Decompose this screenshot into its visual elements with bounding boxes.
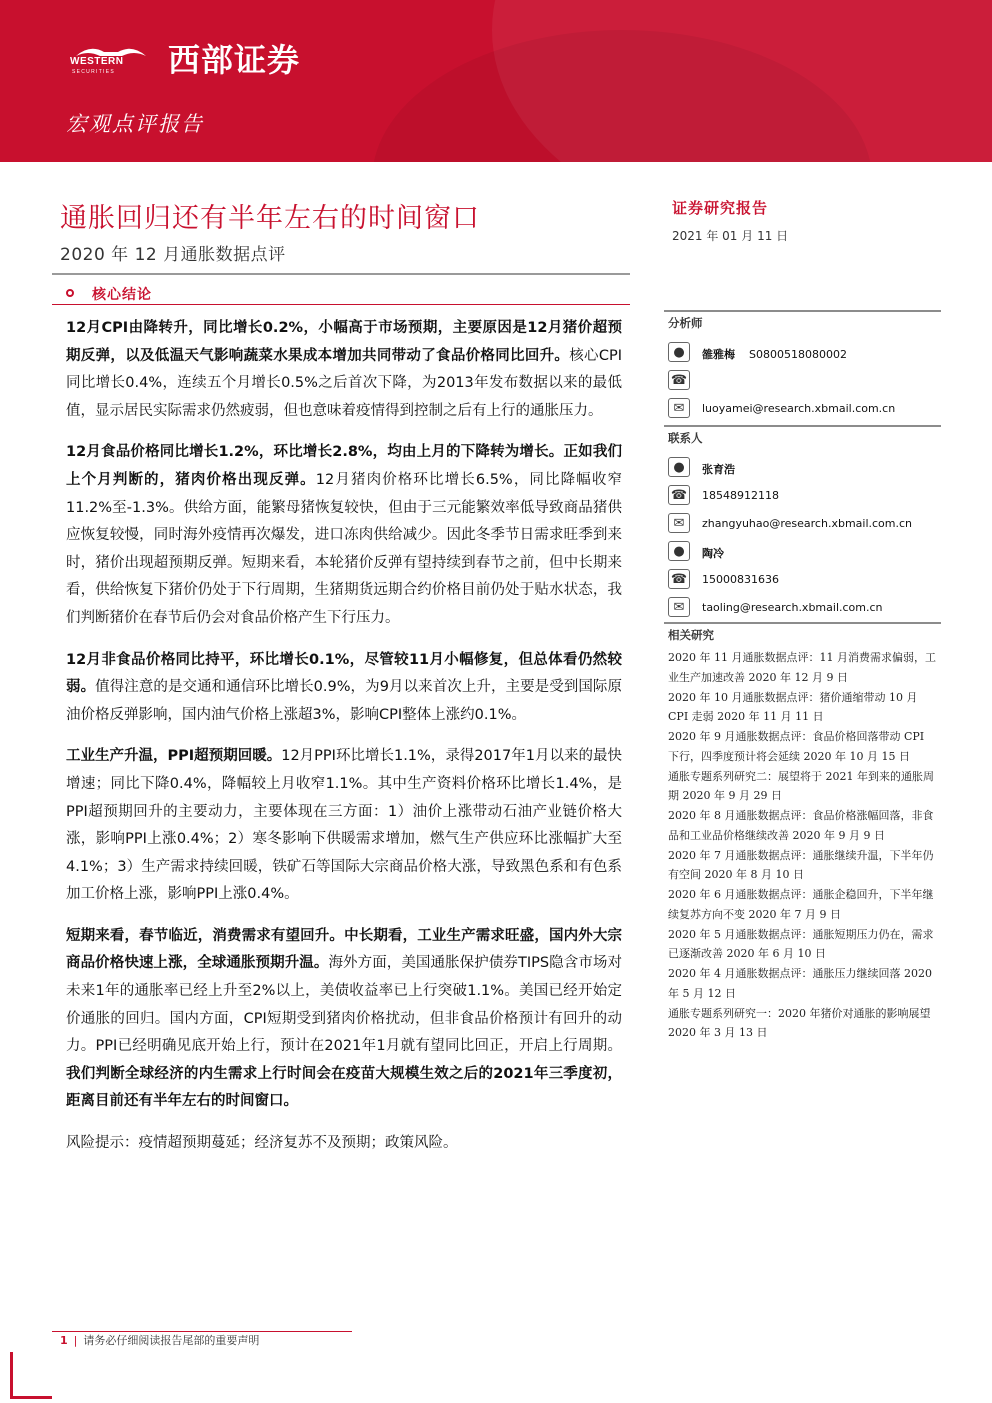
paragraph-lead: 工业生产升温，PPI超预期回暖。 xyxy=(66,748,282,765)
related-label: 相关研究 xyxy=(668,628,714,642)
contact-phone: 15000831636 xyxy=(702,573,779,586)
analyst-name-id xyxy=(702,346,847,362)
paragraph-ppi xyxy=(66,743,622,909)
page-number: 1 xyxy=(60,1334,68,1347)
analyst-name: 雒雅梅 xyxy=(702,348,735,361)
email-icon: ✉ xyxy=(668,597,690,617)
contact-email[interactable]: zhangyuhao@research.xbmail.com.cn xyxy=(702,517,913,530)
phone-icon: ☎ xyxy=(668,485,690,505)
header-banner xyxy=(0,0,992,162)
contact-name-wrap xyxy=(702,461,749,477)
related-research-list xyxy=(668,648,938,1043)
paragraph-nonfood xyxy=(66,647,622,730)
person-icon: ● xyxy=(668,541,690,561)
company-name: 西部证券 xyxy=(168,41,301,79)
corner-mark-horizontal xyxy=(10,1396,52,1399)
paragraph-lead: 短期来看，春节临近，消费需求有望回升。中长期看，工业生产需求旺盛，国内外大宗商品价格快速上涨，全球通胀预期升温。 xyxy=(66,927,622,972)
research-item[interactable]: 通胀专题系列研究一：2020 年猪价对通胀的影响展望 2020 年 3 月 13 日 xyxy=(668,1006,931,1039)
research-item[interactable]: 2020 年 7 月通胀数据点评：通胀继续升温，下半年仍有空间 2020 年 8 月 10 日 xyxy=(668,848,934,881)
analyst-card xyxy=(668,340,941,424)
risk-warning: 风险提示：疫情超预期蔓延；经济复苏不及预期；政策风险。 xyxy=(66,1135,458,1152)
paragraph-text: 值得注意的是交通和通信环比增长0.9%，为9月以来首次上升，主要是受到国际原油价格反弹影响，国内油气价格上涨超3%，影响CPI整体上涨约0.1%。 xyxy=(66,679,623,723)
paragraph-lead: 12月非食品价格同比持平，环比增长0.1%，尽管较11月小幅修复，但总体看仍然较弱。 xyxy=(66,651,622,696)
research-item[interactable]: 通胀专题系列研究二：展望将于 2021 年到来的通胀周期 2020 年 9 月 29 日 xyxy=(668,769,934,802)
analyst-id: S0800518080002 xyxy=(749,348,847,361)
contact-name: 张育浩 xyxy=(702,463,735,476)
research-item[interactable]: 2020 年 11 月通胀数据点评：11 月消费需求偏弱，工业生产加速改善 2020 年 12 月 9 日 xyxy=(668,651,936,684)
contact-name-wrap xyxy=(702,545,738,561)
research-item[interactable]: 2020 年 4 月通胀数据点评：通胀压力继续回落 2020 年 5 月 12 日 xyxy=(668,967,932,1000)
paragraph-lead: 12月食品价格同比增长1.2%，环比增长2.8%，均由上月的下降转为增长。正如我们上个月判断的，猪肉价格出现反弹。 xyxy=(66,444,622,488)
person-icon: ● xyxy=(668,457,690,477)
email-icon: ✉ xyxy=(668,513,690,533)
corner-mark-vertical xyxy=(10,1352,13,1398)
paragraph-cpi xyxy=(66,315,622,425)
contact-phone-row xyxy=(668,567,941,595)
logo-text-en: WESTERN xyxy=(70,56,124,67)
paragraph-conclusion: 我们判断全球经济的内生需求上行时间会在疫苗大规模生效之后的2021年三季度初，距离目前还有半年左右的时间窗口。 xyxy=(66,1065,622,1110)
paragraph-food xyxy=(66,439,622,632)
section-header xyxy=(52,281,630,305)
title-divider xyxy=(52,273,630,275)
phone-icon: ☎ xyxy=(668,569,690,589)
report-date: 2021 年 01 月 11 日 xyxy=(672,229,789,243)
analyst-email-row xyxy=(668,396,941,424)
footer-note: 请务必仔细阅读报告尾部的重要声明 xyxy=(83,1334,260,1347)
paragraph-outlook xyxy=(66,923,622,1116)
report-subtitle: 2020 年 12 月通胀数据点评 xyxy=(60,245,286,265)
logo-text-en-sub: SECURITIES xyxy=(72,69,116,75)
report-title: 通胀回归还有半年左右的时间窗口 xyxy=(60,203,480,234)
analyst-phone-row xyxy=(668,368,941,396)
contact-card-1 xyxy=(668,455,941,623)
analyst-section xyxy=(664,310,941,334)
footer-separator: | xyxy=(73,1334,78,1347)
section-bullet-icon xyxy=(66,289,74,297)
contact-name: 陶冷 xyxy=(702,547,724,560)
contact-email-row xyxy=(668,511,941,539)
analyst-name-row xyxy=(668,340,941,368)
person-icon: ● xyxy=(668,342,690,362)
report-type: 宏观点评报告 xyxy=(66,112,204,136)
research-item[interactable]: 2020 年 8 月通胀数据点评：食品价格涨幅回落，非食品和工业品价格继续改善 2020 年 9 月 9 日 xyxy=(668,809,934,842)
research-item[interactable]: 2020 年 5 月通胀数据点评：通胀短期压力仍在，需求已逐渐改善 2020 年 6 月 10 日 xyxy=(668,927,934,960)
section-label: 核心结论 xyxy=(92,287,152,303)
contact-phone: 18548912118 xyxy=(702,489,779,502)
research-item[interactable]: 2020 年 10 月通胀数据点评：猪价通缩带动 10 月 CPI 走弱 2020 年 11 月 11 日 xyxy=(668,690,918,723)
email-icon: ✉ xyxy=(668,398,690,418)
analyst-email[interactable]: luoyamei@research.xbmail.com.cn xyxy=(702,402,896,415)
paragraph-text: 12月猪肉价格环比增长6.5%，同比降幅收窄11.2%至-1.3%。供给方面，能繁母猪恢复较快，但由于三元能繁效率低导致商品猪供应恢复较慢，同时海外疫情再次爆发，进口冻肉供给减少。因此冬季节日需求旺季到来时，猪价出现超预期反弹。短期来看，本轮猪价反弹有望持续到春节之前，但中长期来看，供给恢复下猪价仍处于下行周期，生猪期货远期合约价格目前仍处于贴水状态，我们判断猪价在春节后仍会对食品价格产生下行压力。 xyxy=(66,471,622,626)
research-item[interactable]: 2020 年 6 月通胀数据点评：通胀企稳回升，下半年继续复苏方向不变 2020 年 7 月 9 日 xyxy=(668,888,934,921)
main-body xyxy=(66,315,622,1172)
paragraph-lead: 12月CPI由降转升，同比增长0.2%，小幅高于市场预期，主要原因是12月猪价超预期反弹，以及低温天气影响蔬菜水果成本增加共同带动了食品价格同比回升。 xyxy=(66,320,622,364)
paragraph-text: 海外方面，美国通胀保护债券TIPS隐含市场对未来1年的通胀率已经上升至2%以上，美债收益率已上行突破1.1%。美国已经开始定价通胀的回归。国内方面，CPI短期受到猪肉价格扰动，但非食品价格预计有回升的动力。PPI已经明确见底开始上行，预计在2021年1月就有望同比回正，开启上行周期。 xyxy=(66,955,622,1055)
footer xyxy=(60,1332,259,1348)
contact-name-row xyxy=(668,455,941,483)
analyst-label: 分析师 xyxy=(668,316,703,330)
contact-email-row xyxy=(668,595,941,623)
doc-type-label: 证券研究报告 xyxy=(672,199,769,217)
phone-icon: ☎ xyxy=(668,370,690,390)
paragraph-text: 核心CPI同比增长0.4%，连续五个月增长0.5%之后首次下降，为2013年发布数据以来的最低值，显示居民实际需求仍然疲弱，但也意味着疫情得到控制之后有上行的通胀压力。 xyxy=(66,347,622,419)
contact-email[interactable]: taoling@research.xbmail.com.cn xyxy=(702,601,883,614)
contact-section xyxy=(664,425,941,449)
related-research-section xyxy=(664,622,941,646)
contact-name-row xyxy=(668,539,941,567)
paragraph-text: 12月PPI环比增长1.1%，录得2017年1月以来的最快增速；同比下降0.4%，降幅较上月收窄1.1%。其中生产资料价格环比增长1.4%，是PPI超预期回升的主要动力，主要体现在三方面：1）油价上涨带动石油产业链价格大涨，影响PPI上涨0.4%；2）寒冬影响下供暖需求增加，燃气生产供应环比涨幅扩大至4.1%；3）生产需求持续回暖，铁矿石等国际大宗商品价格大涨，导致黑色系和有色系加工价格上涨，影响PPI上涨0.4%。 xyxy=(66,748,622,903)
contact-phone-row xyxy=(668,483,941,511)
contact-label: 联系人 xyxy=(668,431,703,445)
research-item[interactable]: 2020 年 9 月通胀数据点评：食品价格回落带动 CPI 下行，四季度预计将会延续 2020 年 10 月 15 日 xyxy=(668,730,925,763)
